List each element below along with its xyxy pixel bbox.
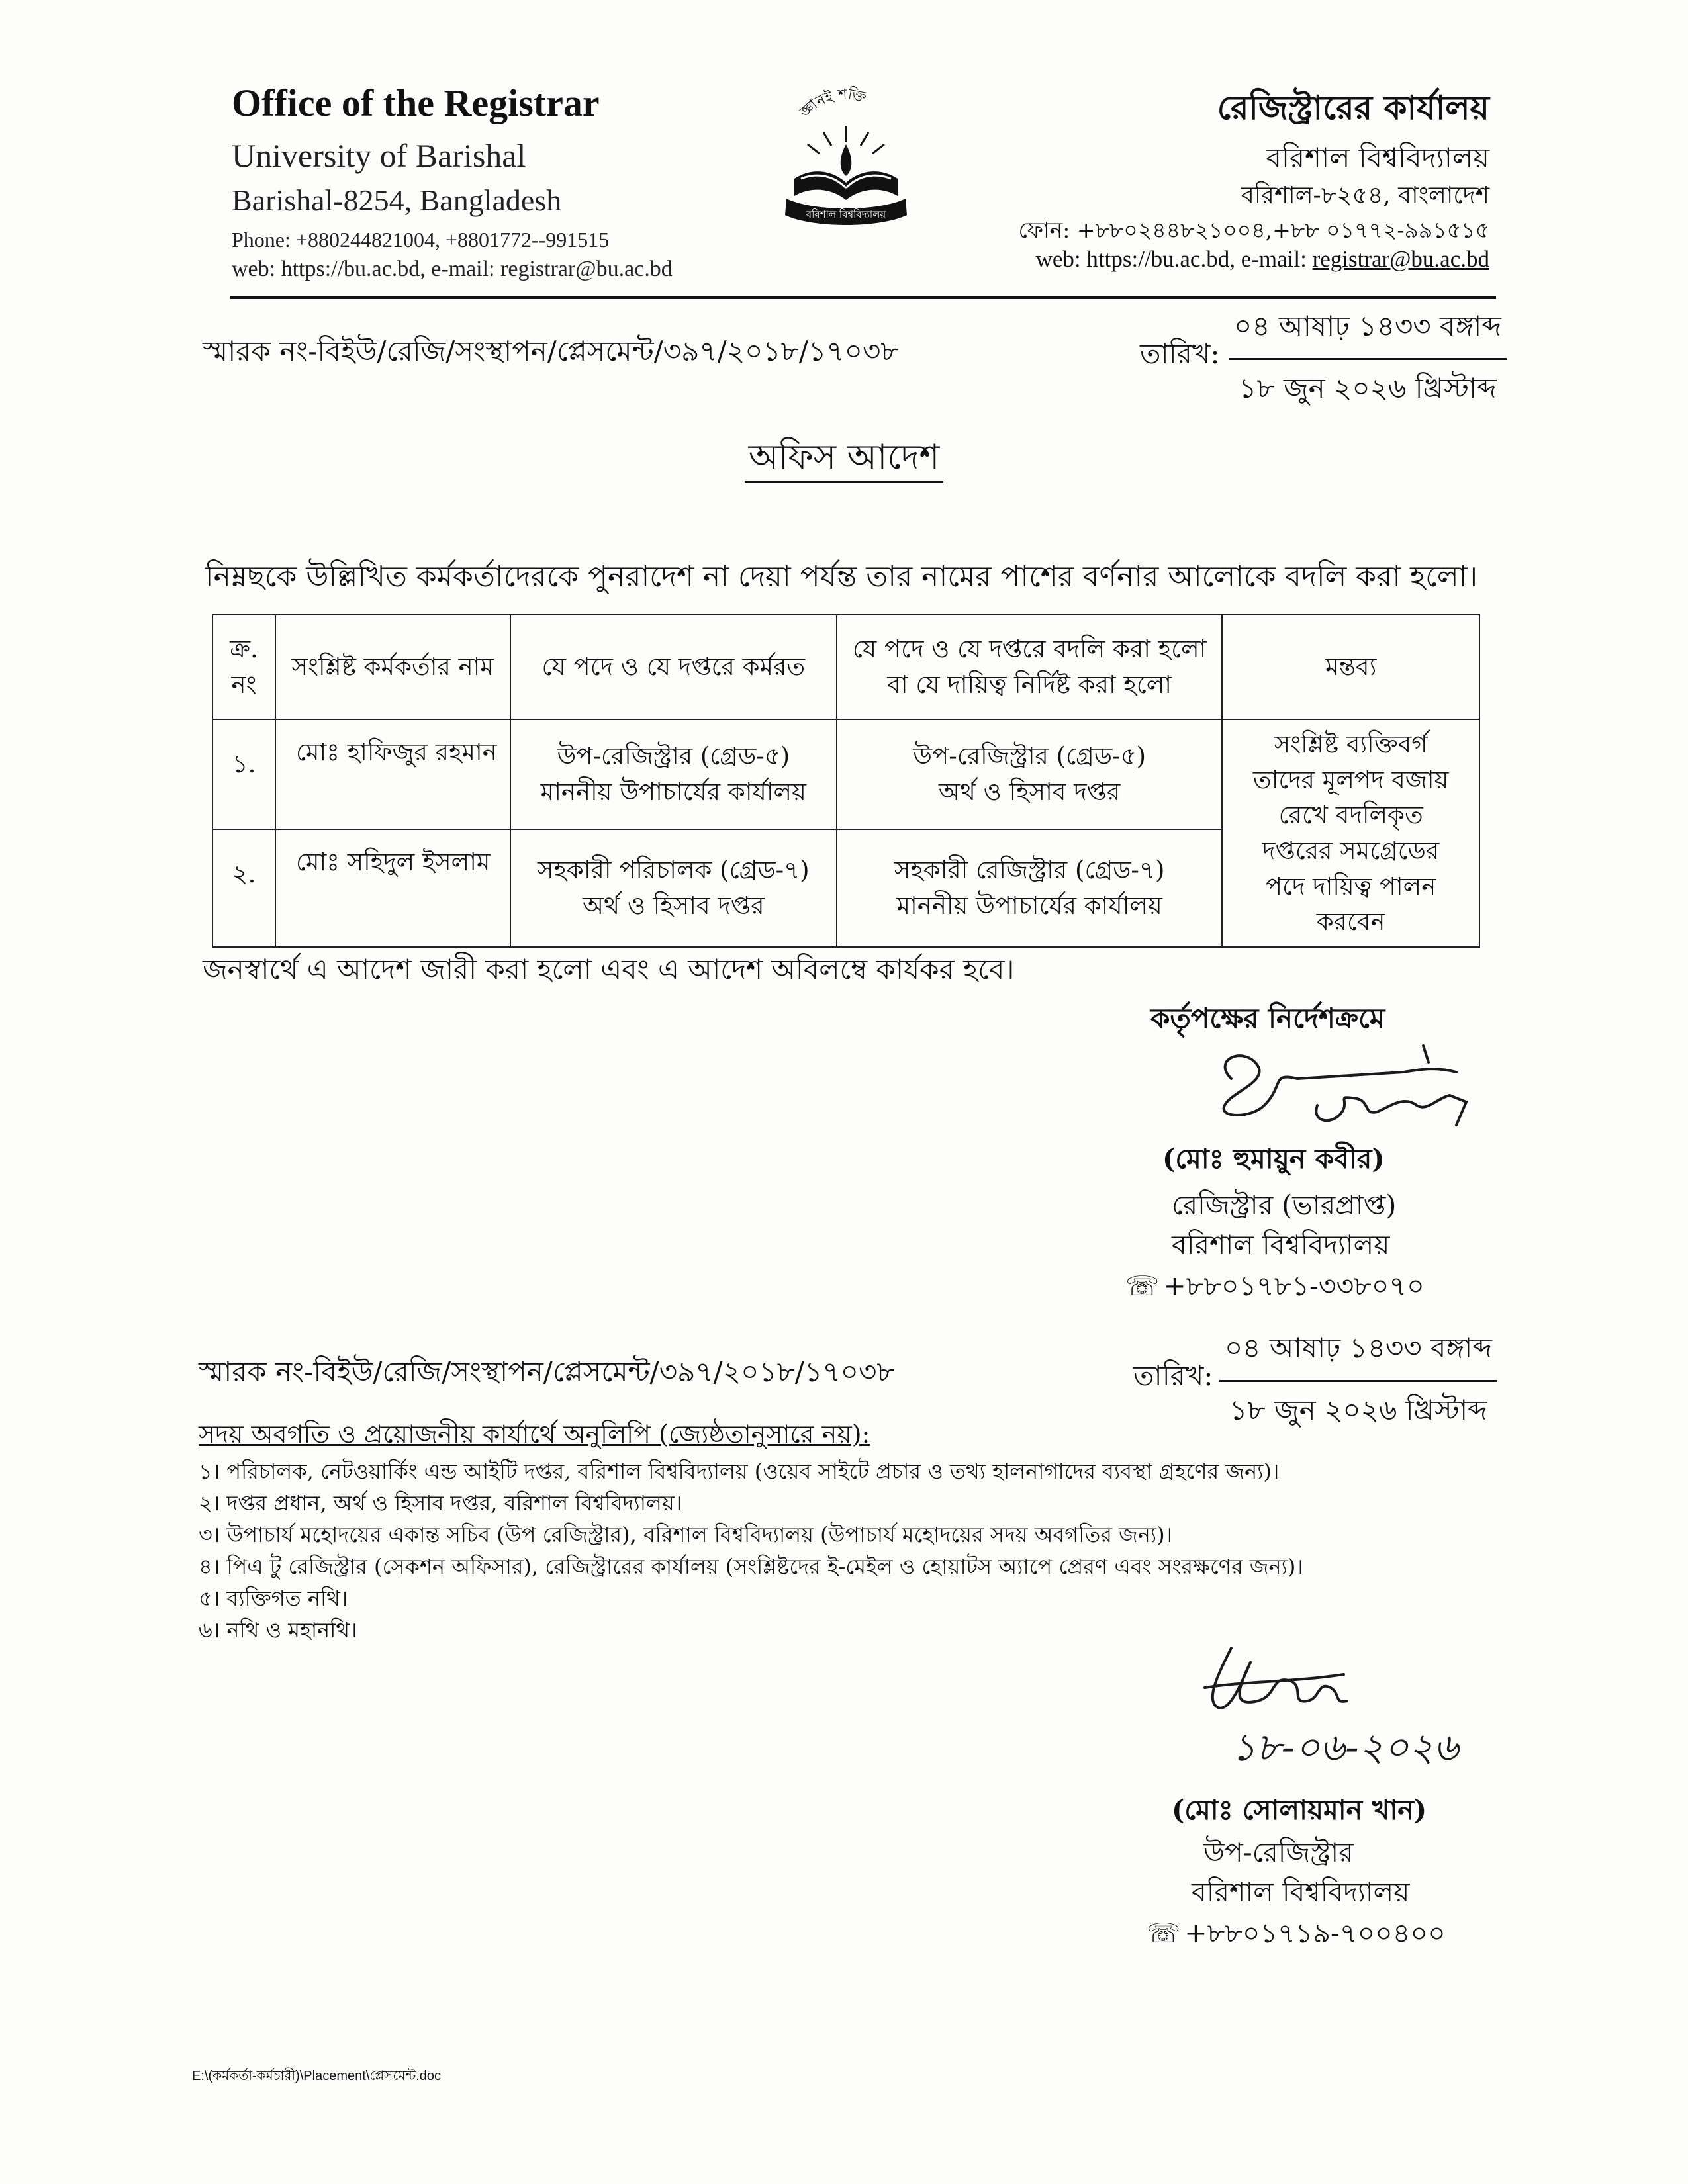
new-post: সহকারী রেজিস্ট্রার (গ্রেড-৭) xyxy=(894,856,1165,885)
row-name: মোঃ সহিদুল ইসলাম xyxy=(275,829,510,947)
phone-bn: ফোন: +৮৮০২৪৪৮২১০০৪,+৮৮ ০১৭৭২-৯৯১৫১৫ xyxy=(1018,217,1489,243)
new-office: অর্থ ও হিসাব দপ্তর xyxy=(938,777,1121,806)
row-name: মোঃ হাফিজুর রহমান xyxy=(275,719,510,829)
cc-item: ২। দপ্তর প্রধান, অর্থ ও হিসাব দপ্তর, বরিশাল বিশ্ববিদ্যালয়। xyxy=(199,1490,682,1516)
col-header-name: সংশ্লিষ্ট কর্মকর্তার নাম xyxy=(275,615,510,719)
logo-name: বরিশাল বিশ্ববিদ্যালয় xyxy=(806,208,886,220)
memo-ref-2: স্মারক নং-বিইউ/রেজি/সংস্থাপন/প্লেসমেন্ট/৩৯৭/২০১৮/১৭০৩৮ xyxy=(199,1355,895,1388)
col-header-remarks: মন্তব্য xyxy=(1222,615,1479,719)
document-title-text: অফিস আদেশ xyxy=(745,437,943,483)
office-title-bn: রেজিস্ট্রারের কার্যালয় xyxy=(1217,88,1489,127)
signatory-1-phone-line xyxy=(1125,1265,1425,1311)
date-block-2 xyxy=(1219,1326,1497,1435)
cc-heading: সদয় অবগতি ও প্রয়োজনীয় কার্যার্থে অনুলিপি (জ্যেষ্ঠতানুসারে নয়): xyxy=(199,1420,870,1449)
col-header-serial: ক্র. নং xyxy=(212,615,275,719)
svg-text:জ্ঞানই শক্তি xyxy=(796,85,868,121)
date-bangla-1: ০৪ আষাঢ় ১৪৩৩ বঙ্গাব্দ xyxy=(1229,304,1507,360)
closing-statement: জনস্বার্থে এ আদেশ জারী করা হলো এবং এ আদেশ অবিলম্বে কার্যকর হবে। xyxy=(203,953,1015,985)
signatory-1-university: বরিশাল বিশ্ববিদ্যালয় xyxy=(1172,1229,1390,1261)
logo-motto: জ্ঞানই শক্তি xyxy=(796,86,868,121)
row-current-post xyxy=(510,829,837,947)
file-path: E:\(কর্মকর্তা-কর্মচারী)\Placement\প্লেসমেন্ট.doc xyxy=(192,2069,442,2083)
row-new-post xyxy=(837,719,1222,829)
address-en: Barishal-8254, Bangladesh xyxy=(232,183,562,217)
new-post: উপ-রেজিস্ট্রার (গ্রেড-৫) xyxy=(913,742,1147,771)
signatory-1-phone: +৮৮০১৭৮১-৩৩৮০৭০ xyxy=(1163,1270,1425,1302)
phone-icon: ☏ xyxy=(1125,1270,1160,1302)
new-office: মাননীয় উপাচার্যের কার্যালয় xyxy=(896,891,1162,920)
memo-ref-1: স্মারক নং-বিইউ/রেজি/সংস্থাপন/প্লেসমেন্ট/৩৯৭/২০১৮/১৭০৩৮ xyxy=(203,335,899,367)
phone-icon: ☏ xyxy=(1147,1917,1181,1949)
row-remarks: সংশ্লিষ্ট ব্যক্তিবর্গ তাদের মূলপদ বজায় রেখে বদলিকৃত দপ্তরের সমগ্রেডের পদে দায়িত্ব পালন করবেন xyxy=(1222,719,1479,947)
row-current-post xyxy=(510,719,837,829)
cc-item: ৩। উপাচার্য মহোদয়ের একান্ত সচিব (উপ রেজিস্ট্রার), বরিশাল বিশ্ববিদ্যালয় (উপাচার্য মহোদয়ের সদয় অবগতির জন্য)। xyxy=(199,1522,1173,1547)
by-order-of-authority: কর্তৃপক্ষের নির্দেশক্রমে xyxy=(1150,1002,1385,1034)
date-block-1 xyxy=(1229,304,1507,414)
web-prefix: web: https://bu.ac.bd, e-mail: xyxy=(1035,246,1313,272)
cc-item: ১। পরিচালক, নেটওয়ার্কিং এন্ড আইটি দপ্তর, বরিশাল বিশ্ববিদ্যালয় (ওয়েব সাইটে প্রচার ও তথ্য হালনাগাদের ব্যবস্থা গ্রহণের জন্য)। xyxy=(199,1459,1280,1484)
col-header-current-post: যে পদে ও যে দপ্তরে কর্মরত xyxy=(510,615,837,719)
signatory-1-designation: রেজিস্ট্রার (ভারপ্রাপ্ত) xyxy=(1172,1189,1397,1221)
row-new-post xyxy=(837,829,1222,947)
signatory-2-phone-line xyxy=(1147,1913,1446,1958)
signatory-2-university: বরিশাল বিশ্ববিদ্যালয় xyxy=(1192,1876,1410,1908)
cc-item: ৫। ব্যক্তিগত নথি। xyxy=(199,1586,348,1611)
university-name-en: University of Barishal xyxy=(232,137,526,174)
header-divider xyxy=(230,296,1496,299)
col-header-new-post: যে পদে ও যে দপ্তরে বদলি করা হলো বা যে দায়িত্ব নির্দিষ্ট করা হলো xyxy=(837,615,1222,719)
signatory-1-name: (মোঃ হুমায়ুন কবীর) xyxy=(1162,1143,1385,1175)
cc-item: ৪। পিএ টু রেজিস্ট্রার (সেকশন অফিসার), রেজিস্ট্রারের কার্যালয় (সংশ্লিষ্টদের ই-মেইল ও হোয়াটস অ্যাপে প্রেরণ এবং সংরক্ষণের জন্য)। xyxy=(199,1554,1303,1579)
signature-2 xyxy=(1192,1635,1496,1780)
web-email-bn xyxy=(1036,246,1489,273)
table-row xyxy=(212,719,1479,829)
university-logo xyxy=(767,79,925,238)
date-gregorian-2: ১৮ জুন ২০২৬ খ্রিস্টাব্দ xyxy=(1229,1394,1487,1426)
email-link[interactable]: registrar@bu.ac.bd xyxy=(1312,246,1489,272)
handwritten-date: ১৮-০৬-২০২৬ xyxy=(1231,1725,1459,1770)
current-office: অর্থ ও হিসাব দপ্তর xyxy=(583,891,765,920)
date-gregorian-1: ১৮ জুন ২০২৬ খ্রিস্টাব্দ xyxy=(1239,372,1497,404)
office-title-en: Office of the Registrar xyxy=(232,81,600,124)
signatory-2-designation: উপ-রেজিস্ট্রার xyxy=(1203,1837,1354,1868)
current-office: মাননীয় উপাচার্যের কার্যালয় xyxy=(540,777,806,806)
phone-en: Phone: +880244821004, +8801772--991515 xyxy=(232,228,610,251)
signatory-2-phone: +৮৮০১৭১৯-৭০০৪০০ xyxy=(1184,1917,1446,1949)
university-name-bn: বরিশাল বিশ্ববিদ্যালয় xyxy=(1266,142,1489,174)
current-post: সহকারী পরিচালক (গ্রেড-৭) xyxy=(538,856,810,885)
signature-1 xyxy=(1205,1032,1483,1138)
signatory-2-name: (মোঃ সোলায়মান খান) xyxy=(1172,1794,1427,1826)
transfer-table xyxy=(212,614,1480,948)
cc-item: ৬। নথি ও মহানথি। xyxy=(199,1617,357,1643)
web-email-en: web: https://bu.ac.bd, e-mail: registrar@bu.ac.bd xyxy=(232,257,673,281)
current-post: উপ-রেজিস্ট্রার (গ্রেড-৫) xyxy=(557,742,790,771)
intro-paragraph: নিম্নছকে উল্লিখিত কর্মকর্তাদেরকে পুনরাদেশ না দেয়া পর্যন্ত তার নামের পাশের বর্ণনার আলোকে বদলি করা হলো। xyxy=(205,560,1478,594)
row-serial: ২. xyxy=(212,829,275,947)
address-bn: বরিশাল-৮২৫৪, বাংলাদেশ xyxy=(1241,182,1489,209)
date-label-1: তারিখ: xyxy=(1140,338,1220,370)
row-serial: ১. xyxy=(212,719,275,829)
date-label-2: তারিখ: xyxy=(1133,1359,1213,1392)
document-title xyxy=(0,430,1688,488)
date-bangla-2: ০৪ আষাঢ় ১৪৩৩ বঙ্গাব্দ xyxy=(1219,1326,1497,1382)
table-header-row xyxy=(212,615,1479,719)
